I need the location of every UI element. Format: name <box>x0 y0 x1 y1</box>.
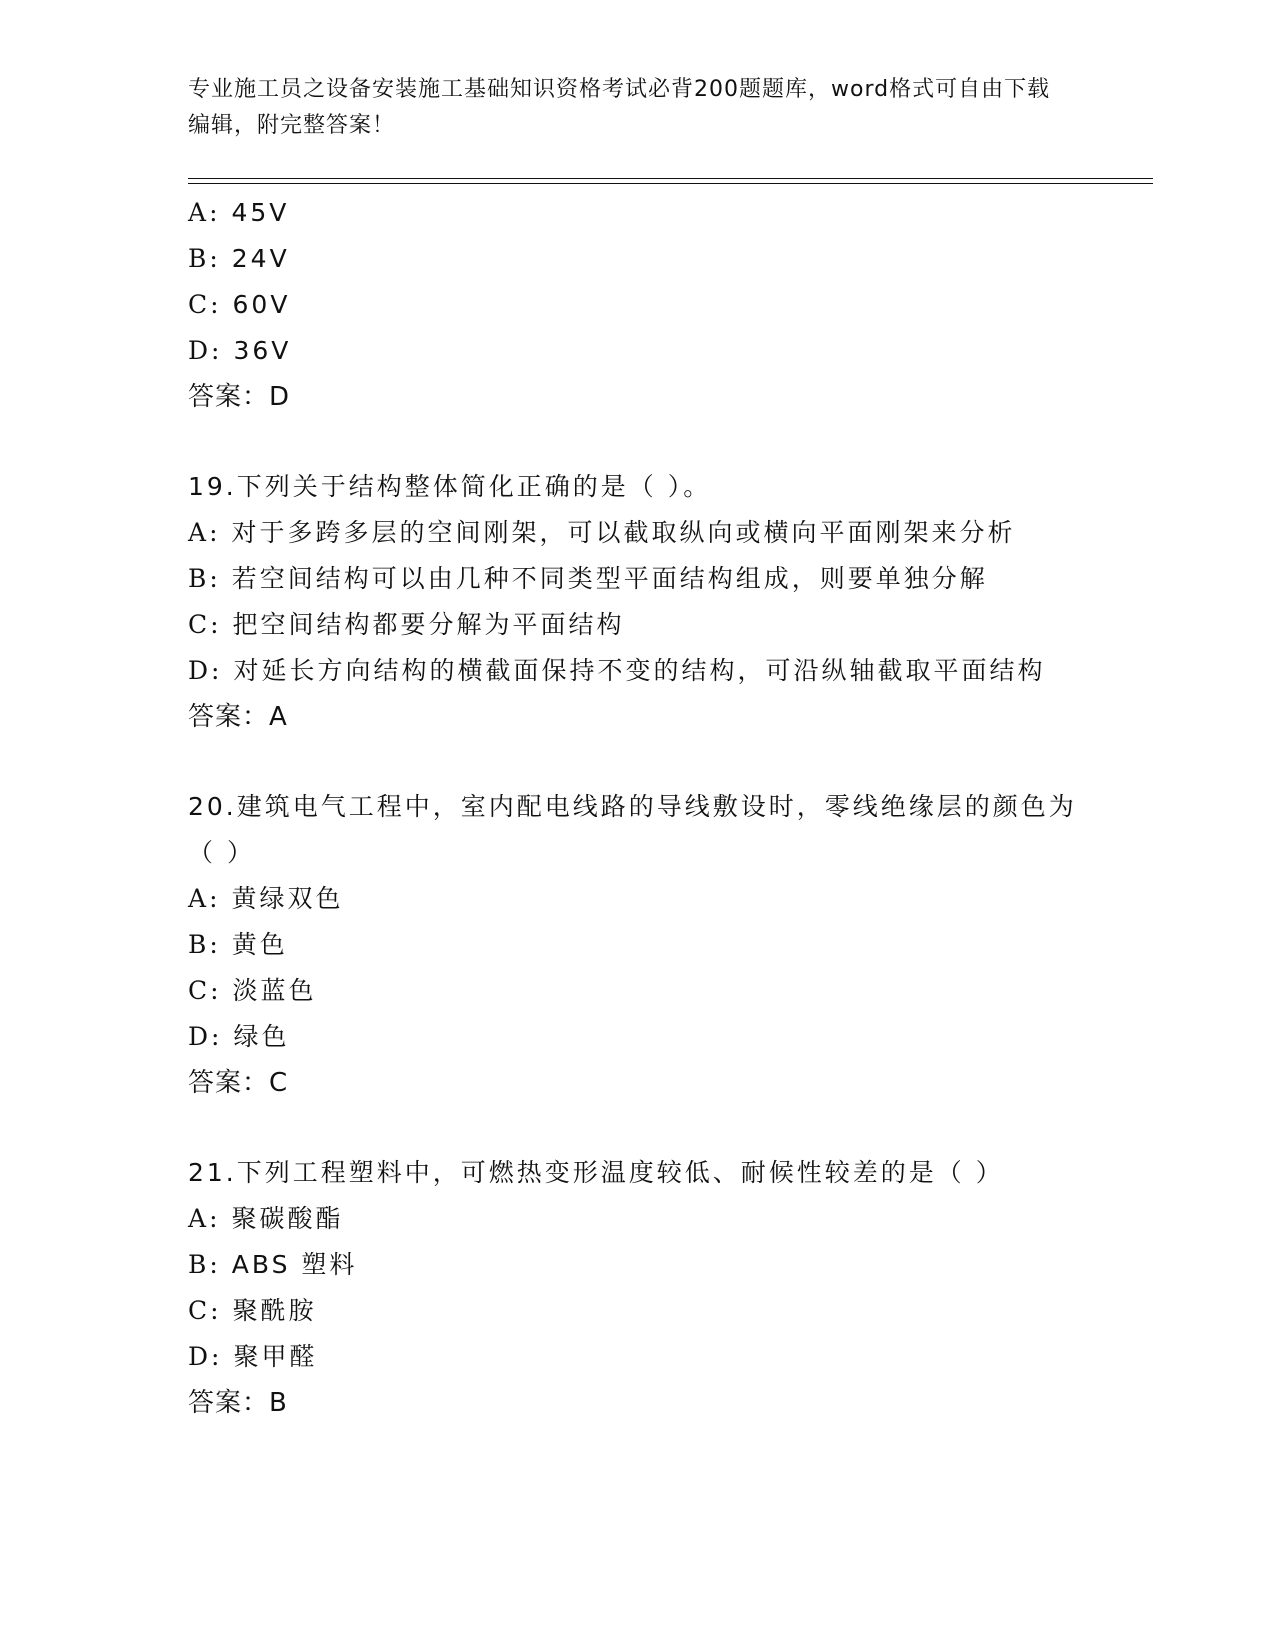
option-a: A: 对于多跨多层的空间刚架，可以截取纵向或横向平面刚架来分析 <box>188 518 1016 547</box>
option-c: C: 淡蓝色 <box>188 976 317 1005</box>
option-a: A: 聚碳酸酯 <box>188 1204 344 1233</box>
question-stem: 20.建筑电气工程中，室内配电线路的导线敷设时，零线绝缘层的颜色为（ ） <box>188 792 1077 867</box>
question-stem: 19.下列关于结构整体简化正确的是（ ）。 <box>188 472 712 501</box>
answer-line: 答案：C <box>188 1068 289 1098</box>
option-b: B: 若空间结构可以由几种不同类型平面结构组成，则要单独分解 <box>188 564 988 593</box>
answer-line: 答案：A <box>188 702 288 732</box>
header-divider-bottom <box>188 183 1153 184</box>
option-b: B: 24V <box>188 244 290 273</box>
option-d: D: 36V <box>188 336 292 365</box>
header-divider-top <box>188 178 1153 179</box>
option-b: B: ABS 塑料 <box>188 1250 358 1279</box>
answer-line: 答案：D <box>188 382 291 412</box>
prev-question-block <box>188 190 1128 420</box>
question-stem: 21.下列工程塑料中，可燃热变形温度较低、耐候性较差的是（ ） <box>188 1158 1004 1187</box>
question-20-block <box>188 784 1128 1106</box>
option-c: C: 60V <box>188 290 291 319</box>
question-content <box>188 190 1128 1426</box>
question-19-block <box>188 464 1128 740</box>
option-d: D: 对延长方向结构的横截面保持不变的结构，可沿纵轴截取平面结构 <box>188 656 1046 685</box>
document-title: 专业施工员之设备安装施工基础知识资格考试必背200题题库，word格式可自由下载编辑，附完整答案！ <box>188 77 1051 138</box>
option-c: C: 把空间结构都要分解为平面结构 <box>188 610 625 639</box>
question-21-block <box>188 1150 1128 1426</box>
option-b: B: 黄色 <box>188 930 288 959</box>
option-d: D: 聚甲醛 <box>188 1342 318 1371</box>
option-a: A: 黄绿双色 <box>188 884 344 913</box>
option-a: A: 45V <box>188 198 290 227</box>
option-d: D: 绿色 <box>188 1022 290 1051</box>
answer-line: 答案：B <box>188 1388 288 1418</box>
option-c: C: 聚酰胺 <box>188 1296 317 1325</box>
